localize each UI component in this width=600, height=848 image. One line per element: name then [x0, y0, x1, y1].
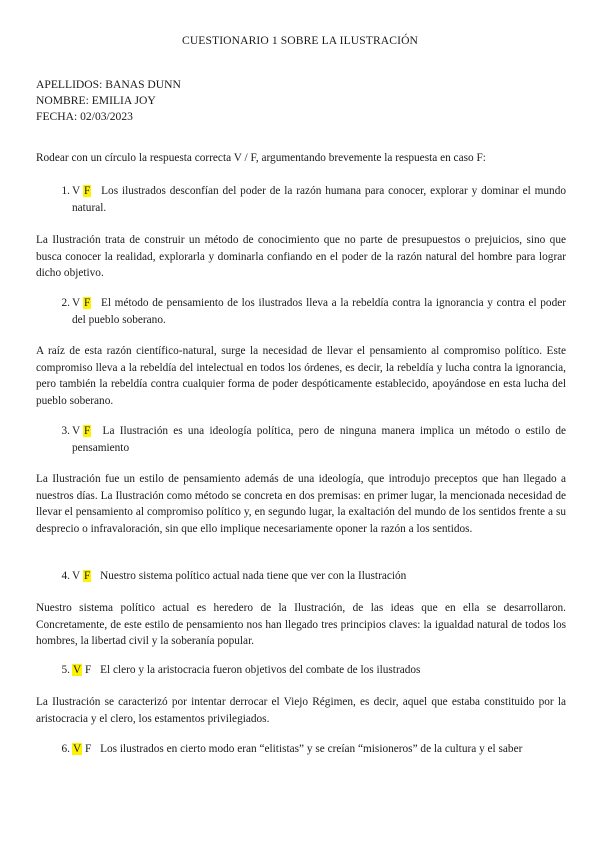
answer-1: La Ilustración trata de construir un método de conocimiento que no parte de presupuestos o prejuicios, sino que busca conocer la realidad, explorarla y dominarla confiando en el poder de la razón natural del hombre para lograr dicho objetivo.	[36, 234, 566, 279]
option-f: F	[85, 743, 92, 755]
instruction-text: Rodear con un círculo la respuesta correcta V / F, argumentando brevemente la respuesta en caso F:	[36, 152, 486, 164]
document-title: CUESTIONARIO 1 SOBRE LA ILUSTRACIÓN	[181, 34, 419, 47]
true-false-options	[72, 183, 91, 200]
true-false-options	[72, 568, 91, 585]
question-number: 5.	[61, 664, 70, 676]
fecha-line: FECHA: 02/03/2023	[36, 110, 133, 123]
question-text: Los ilustrados desconfían del poder de la razón humana para conocer, explorar y dominar el mundo natural.	[72, 185, 566, 214]
true-false-options	[72, 741, 91, 758]
answer-3: La Ilustración fue un estilo de pensamiento además de una ideología, que introdujo preceptos que han llegado a nuestros días. La Ilustración como método se concreta en dos premisas: en primer lugar, la mencionada necesidad de llevar el pensamiento al compromiso político y, en segundo lugar, la exaltación del mundo de los sentidos frente a su desprecio o infravaloración, sin que ello implique necesariamente oponer la razón a los sentidos.	[36, 473, 566, 535]
answer-5: La Ilustración se caracterizó por intentar derrocar el Viejo Régimen, es decir, aquel que estaba constituido por la aristocracia y el clero, los estamentos privilegiados.	[36, 696, 566, 725]
question-number: 1.	[61, 185, 70, 197]
question-5	[52, 662, 566, 679]
option-f-selected: F	[84, 297, 91, 309]
true-false-options	[72, 295, 91, 312]
question-text: La Ilustración es una ideología política, pero de ninguna manera implica un método o estilo de pensamiento	[72, 425, 566, 454]
option-v: V	[72, 297, 81, 309]
option-f-selected: F	[84, 185, 91, 197]
student-info	[36, 77, 181, 125]
option-v-selected: V	[73, 664, 82, 676]
option-f-selected: F	[84, 425, 91, 437]
question-number: 3.	[61, 425, 70, 437]
apellidos-line: APELLIDOS: BANAS DUNN	[36, 78, 181, 91]
option-v-selected: V	[73, 743, 82, 755]
true-false-options	[72, 423, 91, 440]
nombre-line: NOMBRE: EMILIA JOY	[36, 94, 156, 107]
question-text: Nuestro sistema político actual nada tiene que ver con la Ilustración	[100, 570, 407, 582]
option-v: V	[72, 570, 81, 582]
question-number: 6.	[61, 743, 70, 755]
option-v: V	[72, 185, 81, 197]
question-text: El método de pensamiento de los ilustrados lleva a la rebeldía contra la ignorancia y contra el poder del pueblo soberano.	[72, 297, 566, 326]
question-text: Los ilustrados en cierto modo eran “elitistas” y se creían “misioneros” de la cultura y el saber	[100, 743, 523, 755]
answer-2: A raíz de esta razón científico-natural, surge la necesidad de llevar el pensamiento al compromiso político. Este compromiso lleva a la rebeldía del intelectual en todos los órdenes, es decir, la rebeldía y lucha contra la ignorancia, pero también la rebeldía contra cualquier forma de poder despóticamente establecido, apoyándose en esta lucha del pueblo soberano.	[36, 345, 566, 407]
question-3	[52, 423, 566, 456]
question-number: 2.	[61, 297, 70, 309]
question-number: 4.	[61, 570, 70, 582]
question-6	[52, 741, 566, 758]
question-text: El clero y la aristocracia fueron objetivos del combate de los ilustrados	[100, 664, 421, 676]
option-f: F	[85, 664, 92, 676]
option-f-selected: F	[84, 570, 91, 582]
question-4	[52, 568, 566, 585]
question-2	[52, 295, 566, 328]
question-1	[52, 183, 566, 216]
option-v: V	[72, 425, 81, 437]
answer-4: Nuestro sistema político actual es heredero de la Ilustración, de las ideas que en ella se desarrollaron. Concretamente, de este estilo de pensamiento nos han llegado tres principios claves: la igualdad natural de todos los hombres, la libertad civil y la soberanía popular.	[36, 602, 566, 647]
true-false-options	[72, 662, 91, 679]
